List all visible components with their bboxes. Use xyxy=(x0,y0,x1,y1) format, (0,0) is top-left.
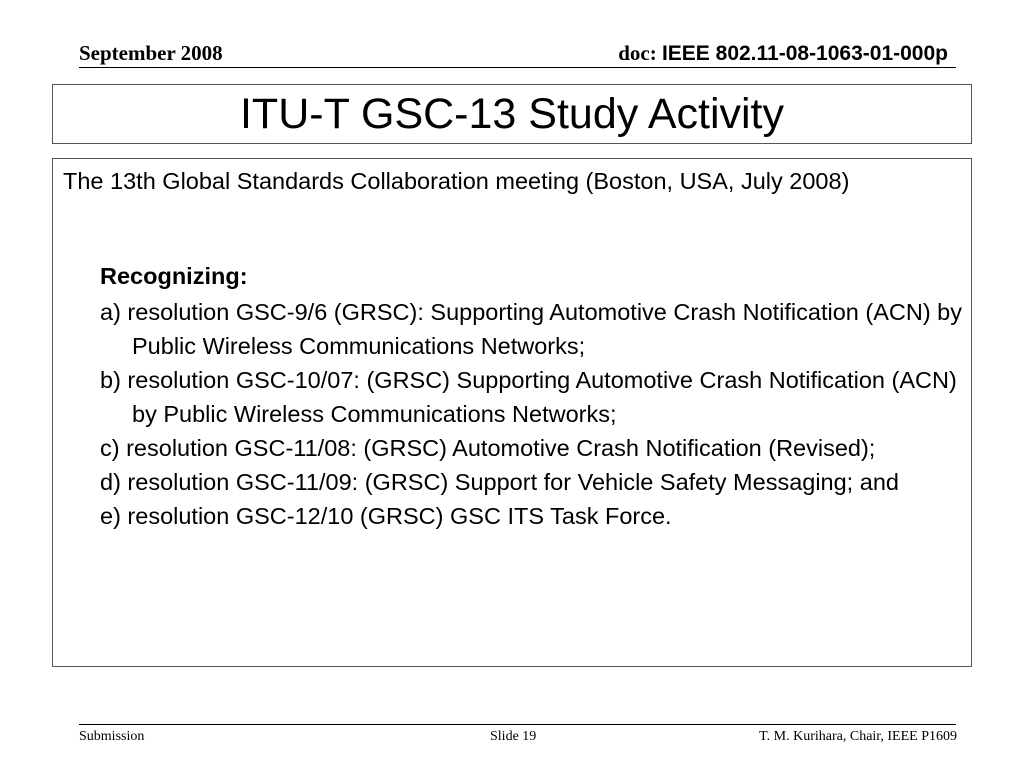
slide-body-box xyxy=(52,158,972,667)
doc-number: IEEE 802.11-08-1063-01-000p xyxy=(661,42,948,65)
footer-author: T. M. Kurihara, Chair, IEEE P1609 xyxy=(759,729,957,744)
intro-paragraph: The 13th Global Standards Collaboration meeting (Boston, USA, July 2008) xyxy=(63,168,850,194)
header-doc-id xyxy=(618,40,948,67)
footer-slide-number: Slide 19 xyxy=(490,729,537,744)
slide-title-box xyxy=(52,84,972,144)
footer-submission: Submission xyxy=(79,729,145,744)
header-divider xyxy=(79,67,956,68)
recognizing-heading: Recognizing: xyxy=(100,263,248,289)
resolution-item-c: c) resolution GSC-11/08: (GRSC) Automotive Crash Notification (Revised); xyxy=(100,435,876,461)
resolution-item-e: e) resolution GSC-12/10 (GRSC) GSC ITS Task Force. xyxy=(100,503,672,529)
doc-prefix: doc: xyxy=(618,41,662,65)
resolution-item-b: b) resolution GSC-10/07: (GRSC) Supporting Automotive Crash Notification (ACN) by Public Wireless Communications Networks; xyxy=(100,367,957,427)
resolution-item-a: a) resolution GSC-9/6 (GRSC): Supporting Automotive Crash Notification (ACN) by Public Wireless Communications Networks; xyxy=(100,299,962,359)
footer-divider xyxy=(79,724,956,725)
resolution-item-d: d) resolution GSC-11/09: (GRSC) Support for Vehicle Safety Messaging; and xyxy=(100,469,899,495)
slide-title: ITU-T GSC-13 Study Activity xyxy=(239,90,784,138)
header-date: September 2008 xyxy=(79,41,223,65)
resolution-list xyxy=(100,295,970,533)
